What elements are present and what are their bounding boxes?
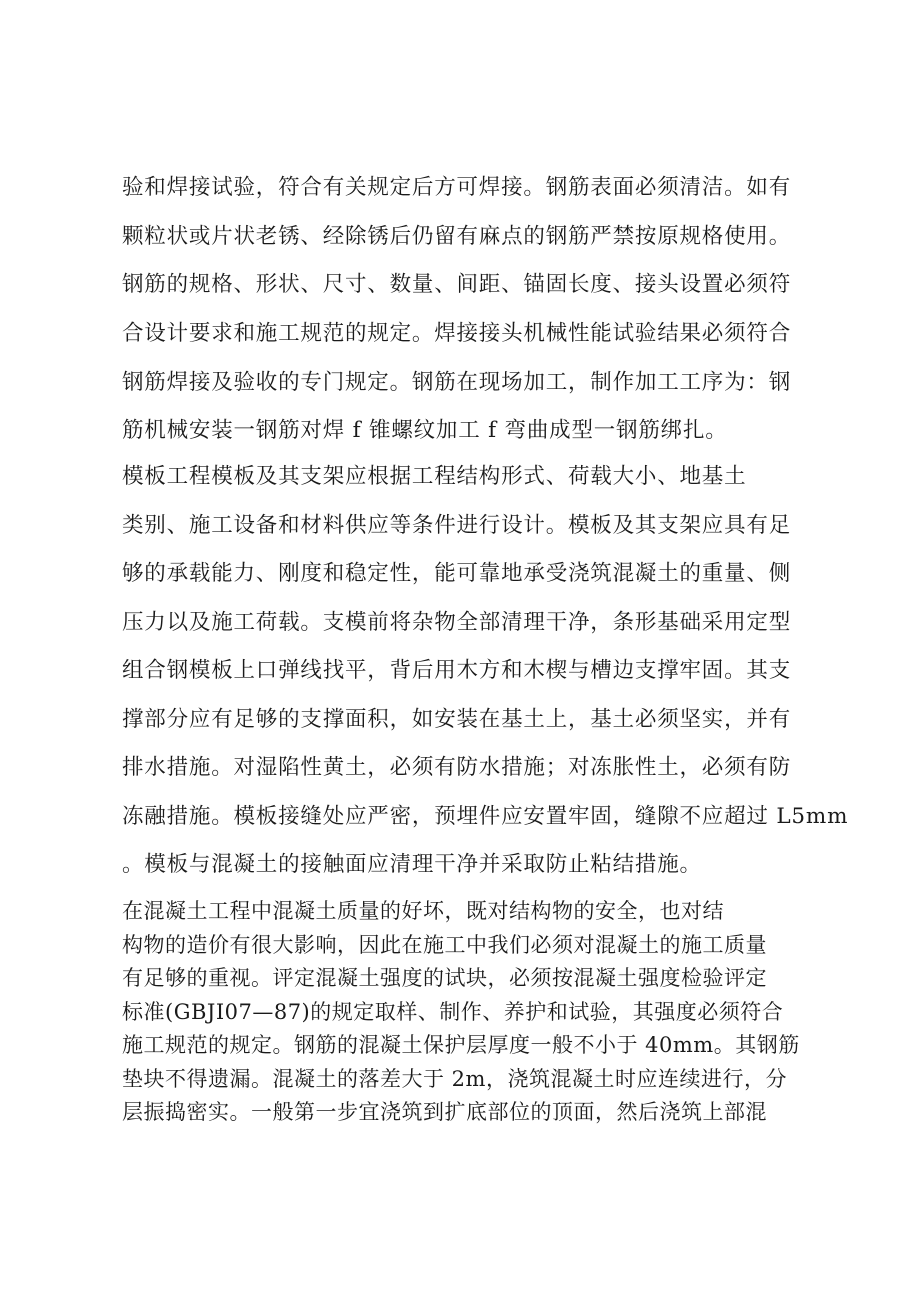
text-line: 够的承载能力、刚度和稳定性，能可靠地承受浇筑混凝土的重量、侧	[122, 561, 792, 586]
text-line: 类别、施工设备和材料供应等条件进行设计。模板及其支架应具有足	[122, 512, 792, 538]
text-line: 施工规范的规定。钢筋的混凝土保护层厚度一般不小于 40mm。其钢筋	[122, 1033, 800, 1057]
text-line: 筋机械安装一钢筋对焊 f 锥螺纹加工 f 弯曲成型一钢筋绑扎。	[122, 418, 728, 444]
text-line: 撑部分应有足够的支撑面积，如安装在基土上，基土必须坚实，并有	[122, 706, 792, 732]
text-line: 在混凝土工程中混凝土质量的好坏，既对结构物的安全，也对结	[122, 899, 724, 923]
paragraph-formwork	[122, 453, 849, 890]
text-line: 。模板与混凝土的接触面应清理干净并采取防止粘结措施。	[122, 852, 702, 877]
text-line: 钢筋焊接及验收的专门规定。钢筋在现场加工，制作加工工序为：钢	[122, 369, 792, 395]
text-line: 构物的造价有很大影响，因此在施工中我们必须对混凝土的施工质量	[122, 932, 767, 957]
text-line: 垫块不得遗漏。混凝土的落差大于 2m，浇筑混凝土时应连续进行，分	[122, 1066, 787, 1091]
text-line: 标准(GBJI07—87)的规定取样、制作、养护和试验，其强度必须符合	[122, 999, 784, 1024]
text-line: 冻融措施。模板接缝处应严密，预埋件应安置牢固，缝隙不应超过 L5mm	[122, 803, 849, 829]
text-line: 颗粒状或片状老锈、经除锈后仍留有麻点的钢筋严禁按原规格使用。	[122, 223, 792, 249]
text-line: 组合钢模板上口弹线找平，背后用木方和木楔与槽边支撑牢固。其支	[122, 658, 792, 683]
text-line: 层振捣密实。一般第一步宜浇筑到扩底部位的顶面，然后浇筑上部混	[122, 1100, 767, 1124]
text-line: 模板工程模板及其支架应根据工程结构形式、荷载大小、地基土	[122, 464, 747, 489]
text-line: 压力以及施工荷载。支模前将杂物全部清理干净，条形基础采用定型	[122, 609, 792, 635]
paragraph-concrete	[122, 895, 822, 1130]
text-line: 有足够的重视。评定混凝土强度的试块，必须按混凝土强度检验评定	[122, 966, 767, 990]
text-line: 钢筋的规格、形状、尺寸、数量、间距、锚固长度、接头设置必须符	[122, 272, 792, 298]
text-line: 合设计要求和施工规范的规定。焊接接头机械性能试验结果必须符合	[122, 321, 792, 347]
paragraph-rebar-processing	[122, 164, 822, 456]
text-line: 验和焊接试验，符合有关规定后方可焊接。钢筋表面必须清洁。如有	[122, 175, 792, 200]
text-line: 排水措施。对湿陷性黄土，必须有防水措施；对冻胀性土，必须有防	[122, 755, 792, 780]
